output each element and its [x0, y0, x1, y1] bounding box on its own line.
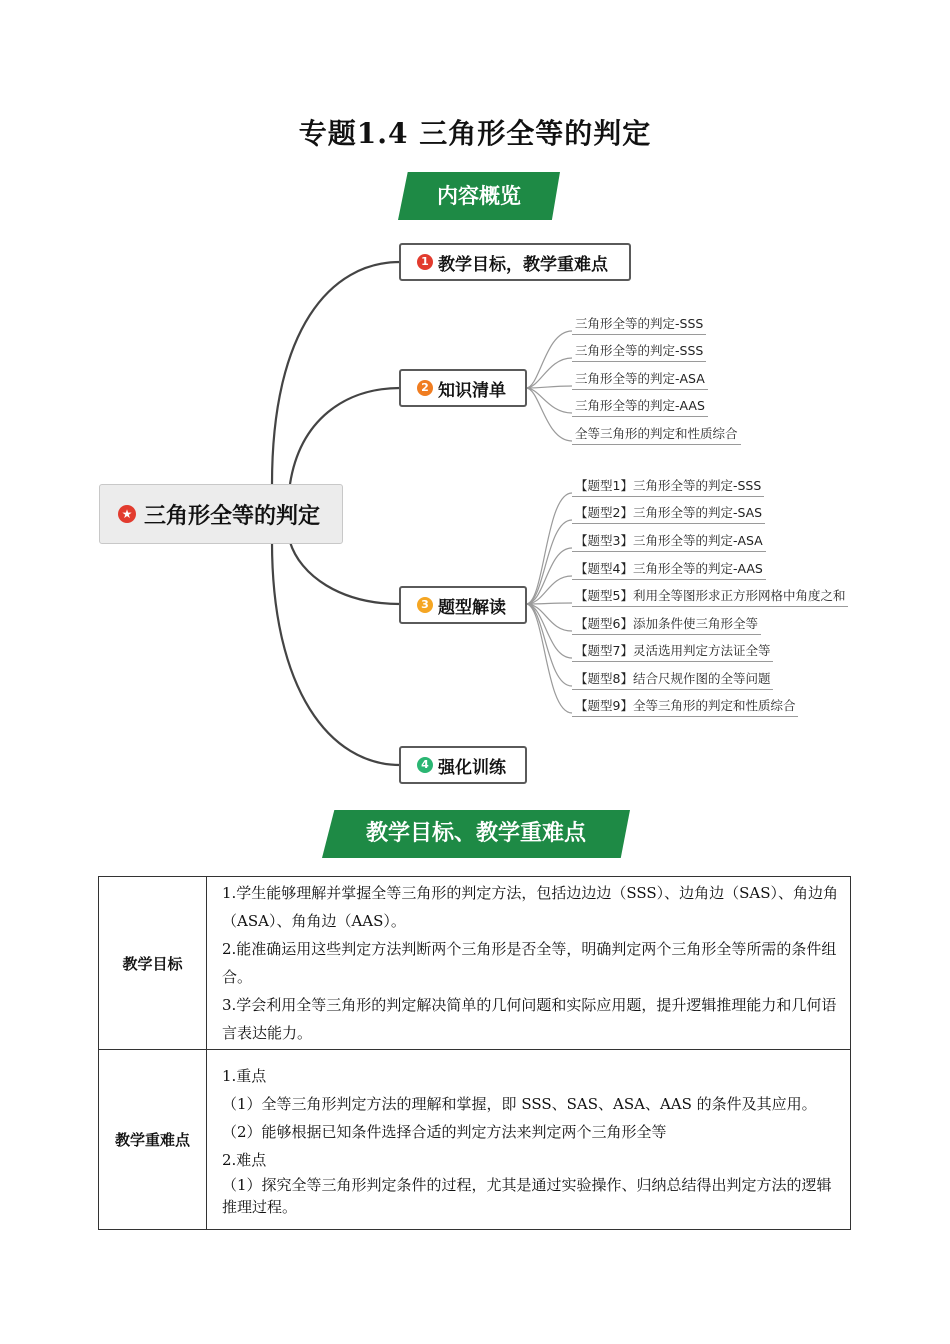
leaf-item: 三角形全等的判定-SSS	[572, 314, 706, 335]
connector-branch-3	[290, 542, 400, 604]
number-3-icon: 3	[417, 597, 433, 613]
leaf-item: 全等三角形的判定和性质综合	[572, 424, 741, 445]
connector-branch-4	[272, 542, 400, 765]
leaf-item: 【题型1】三角形全等的判定-SSS	[572, 476, 764, 497]
body-line: （1）探究全等三角形判定条件的过程，尤其是通过实验操作、归纳总结得出判定方法的逻辑推理过程。	[222, 1175, 832, 1216]
number-2-icon: 2	[417, 380, 433, 396]
number-4-icon: 4	[417, 757, 433, 773]
branch-label: 强化训练	[438, 757, 506, 778]
connector-leaf-3-3	[526, 548, 572, 604]
mindmap-branch-3	[399, 586, 527, 624]
leaf-item: 【题型5】利用全等图形求正方形网格中角度之和	[572, 586, 848, 607]
body-line: 1.学生能够理解并掌握全等三角形的判定方法，包括边边边（SSS）、边角边（SAS）、角边角（ASA）、角角边（AAS）。	[222, 884, 839, 930]
connector-leaf-2-5	[526, 388, 572, 441]
connector-branch-2	[290, 388, 400, 484]
star-icon: ★	[118, 505, 136, 523]
leaf-item: 【题型8】结合尺规作图的全等问题	[572, 669, 773, 690]
goals-banner-label: 教学目标、教学重难点	[365, 821, 586, 846]
leaf-item: 【题型4】三角形全等的判定-AAS	[572, 559, 766, 580]
number-1-icon: 1	[417, 254, 433, 270]
page-title: 专题1.4 三角形全等的判定	[298, 117, 652, 150]
leaf-item: 【题型2】三角形全等的判定-SAS	[572, 503, 765, 524]
body-line: 2.能准确运用这些判定方法判断两个三角形是否全等，明确判定两个三角形全等所需的条件组合。	[222, 940, 837, 986]
leaf-item: 三角形全等的判定-SSS	[572, 341, 706, 362]
overview-banner	[398, 172, 560, 220]
leaf-item: 三角形全等的判定-ASA	[572, 369, 708, 390]
body-line: （2）能够根据已知条件选择合适的判定方法来判定两个三角形全等	[222, 1122, 667, 1141]
leaf-item: 【题型6】添加条件使三角形全等	[572, 614, 761, 635]
mindmap-root	[99, 484, 343, 544]
leaf-item: 【题型9】全等三角形的判定和性质综合	[572, 696, 798, 717]
mindmap-branch-2	[399, 369, 527, 407]
body-line: 3.学会利用全等三角形的判定解决简单的几何问题和实际应用题，提升逻辑推理能力和几何语言表达能力。	[222, 996, 837, 1042]
mindmap-branch-1	[399, 243, 631, 281]
branch-label: 知识清单	[438, 380, 506, 401]
goals-table	[98, 876, 851, 1230]
leaf-item: 【题型7】灵活选用判定方法证全等	[572, 641, 773, 662]
row-body	[207, 877, 851, 1050]
goals-banner	[322, 810, 630, 858]
body-line: （1）全等三角形判定方法的理解和掌握，即 SSS、SAS、ASA、AAS 的条件及其应用。	[222, 1094, 817, 1113]
connector-leaf-3-9	[526, 604, 572, 713]
branch-label: 题型解读	[438, 597, 506, 618]
leaf-item: 【题型3】三角形全等的判定-ASA	[572, 531, 766, 552]
body-line: 2.难点	[222, 1150, 267, 1169]
table-row	[99, 877, 851, 1050]
overview-banner-label: 内容概览	[437, 184, 521, 208]
mindmap-branch-4	[399, 746, 527, 784]
connector-branch-1	[272, 262, 400, 484]
row-header: 教学重难点	[99, 1050, 207, 1230]
branch-label: 教学目标，教学重难点	[438, 254, 608, 275]
connector-leaf-2-3	[526, 386, 572, 388]
row-header: 教学目标	[99, 877, 207, 1050]
table-row	[99, 1050, 851, 1230]
connector-leaf-3-7	[526, 604, 572, 658]
row-body	[207, 1050, 851, 1230]
mindmap-root-label: 三角形全等的判定	[144, 503, 321, 529]
leaf-item: 三角形全等的判定-AAS	[572, 396, 708, 417]
body-line: 1.重点	[222, 1066, 267, 1085]
